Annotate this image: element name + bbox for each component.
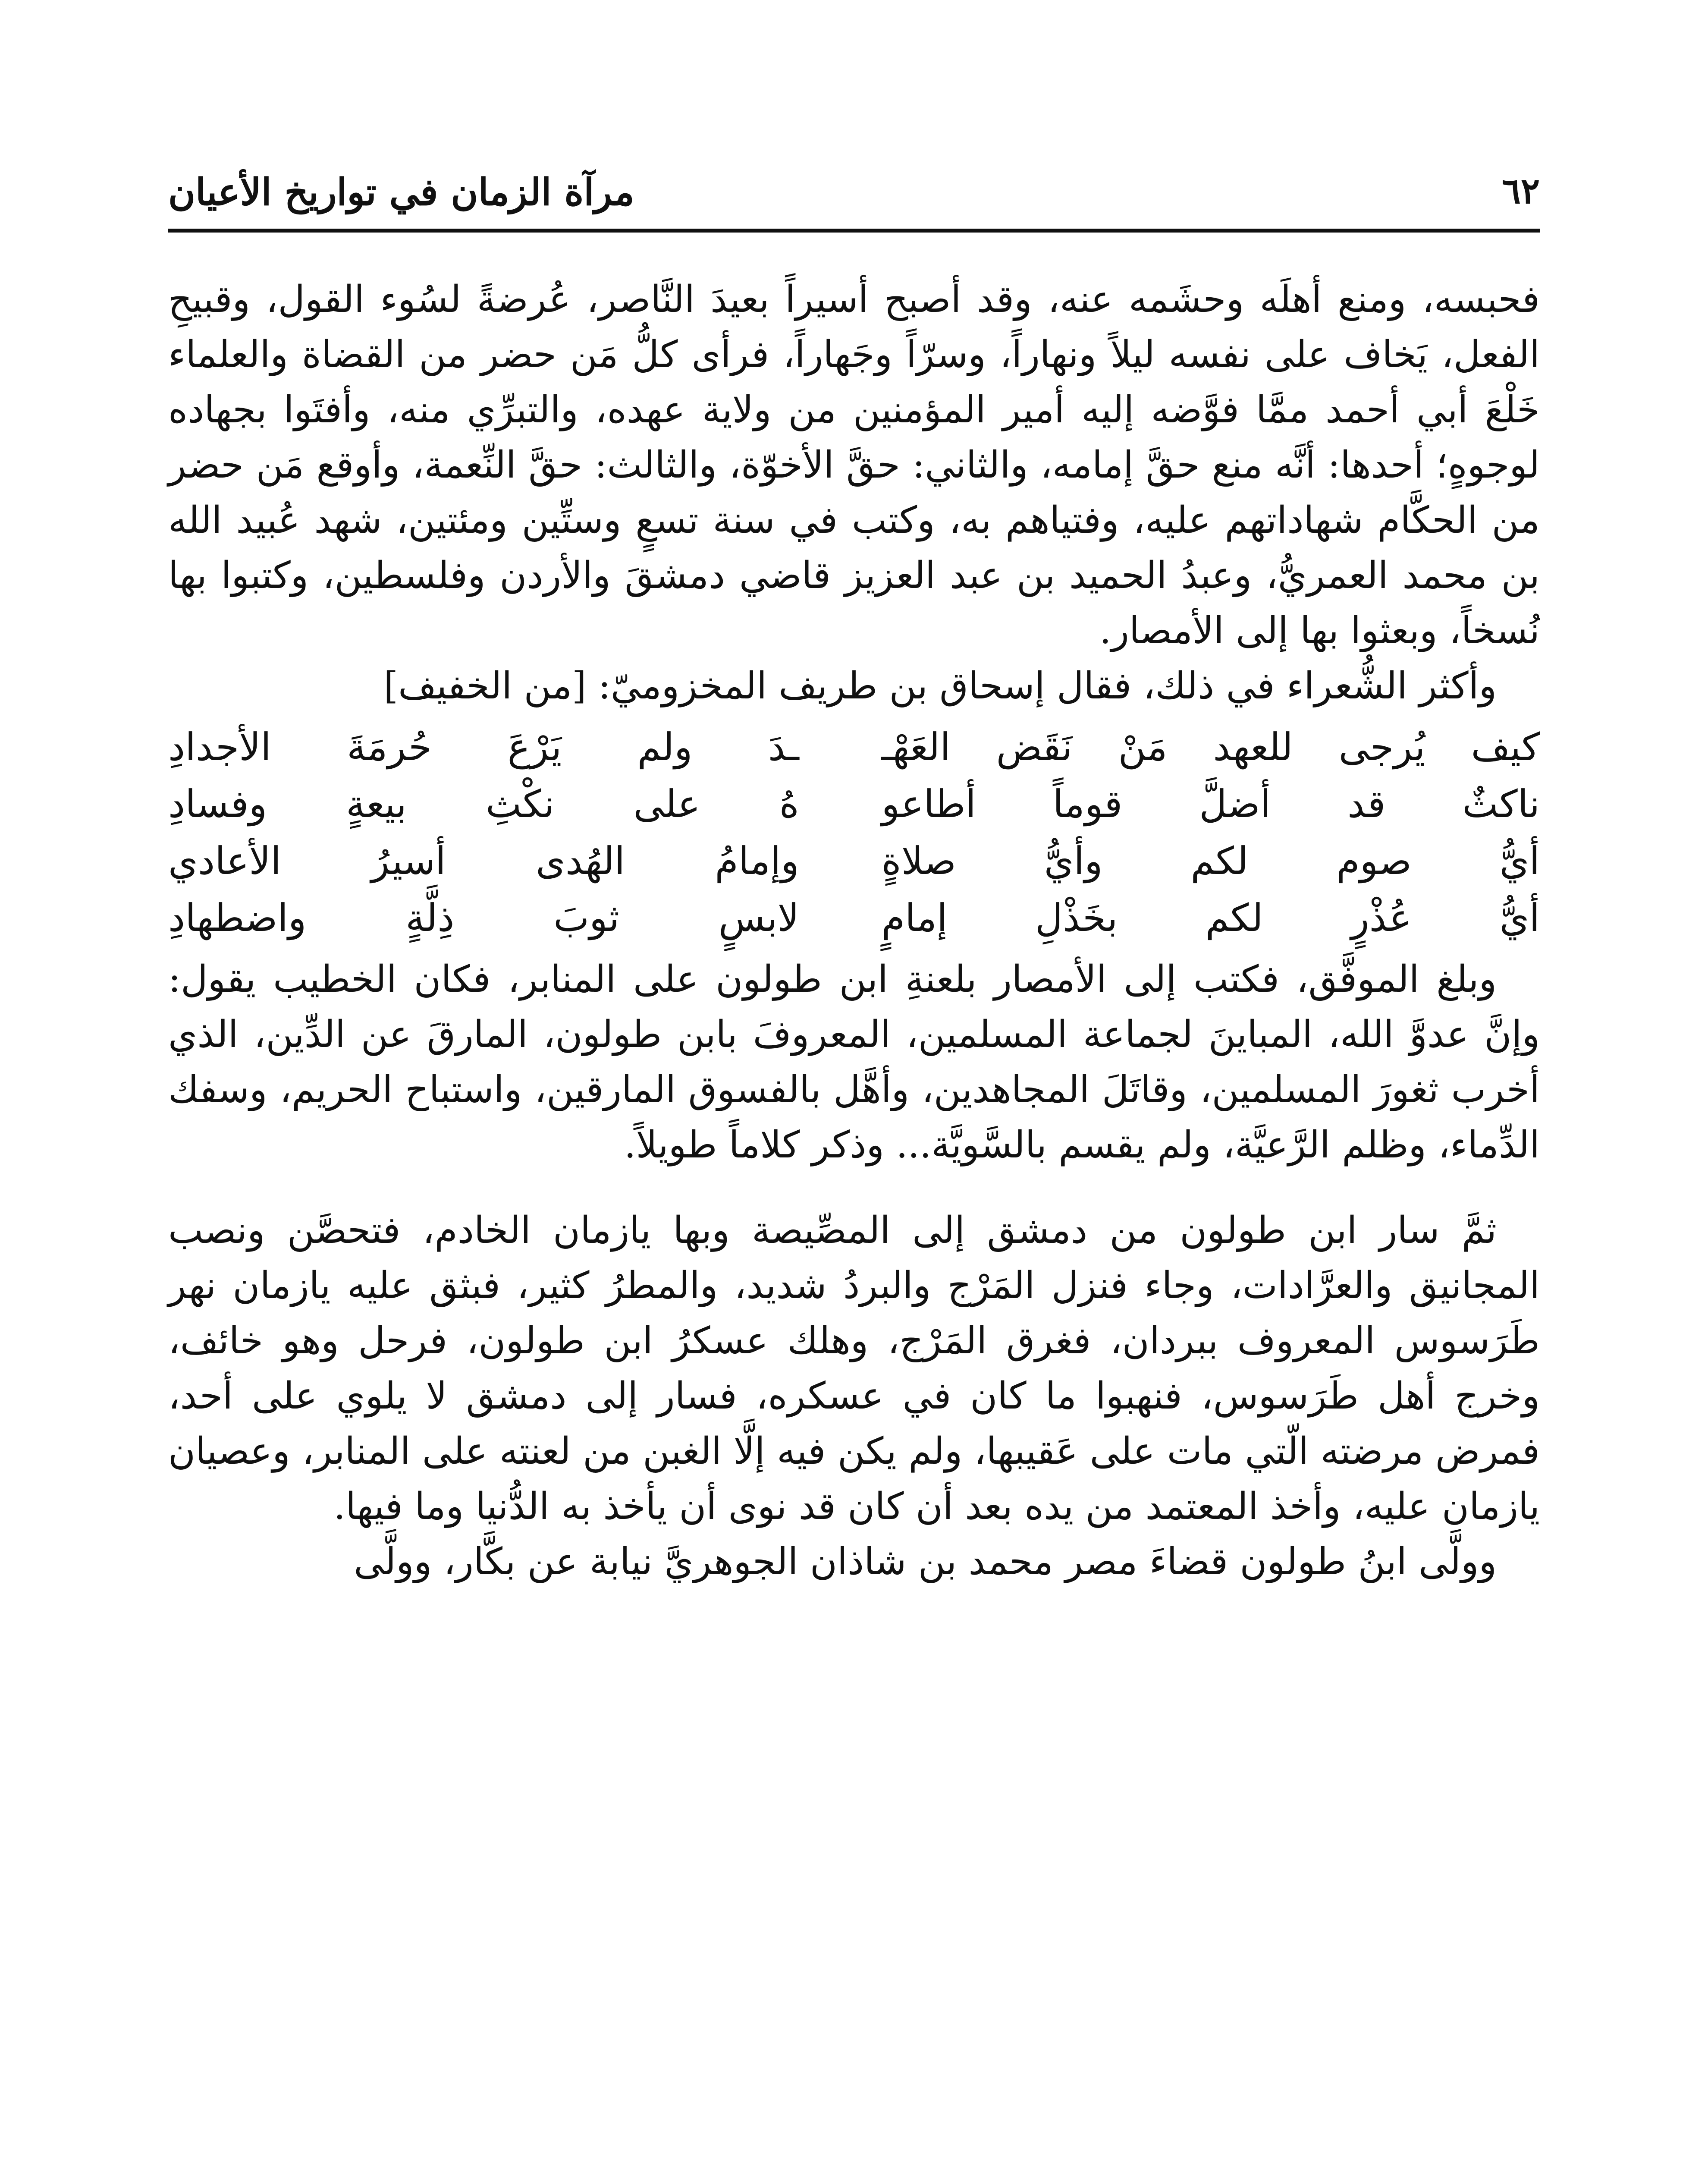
verse-first-hemistich: كيف يُرجى للعهد مَنْ نَقَض العَهْـ bbox=[881, 725, 1540, 769]
verse-line bbox=[168, 776, 1540, 833]
paragraph: وولَّى ابنُ طولون قضاءَ مصر محمد بن شاذان الجوهريَّ نيابة عن بكَّار، وولَّى bbox=[354, 1540, 1497, 1583]
page-number: ٦٢ bbox=[1501, 170, 1540, 212]
poem bbox=[168, 719, 1540, 946]
paragraph: وأكثر الشُّعراء في ذلك، فقال إسحاق بن طريف المخزوميّ: [من الخفيف] bbox=[383, 664, 1497, 707]
verse-first-hemistich: ناكثٌ قد أضلَّ قوماً أطاعو bbox=[881, 782, 1540, 826]
verse-first-hemistich: أيُّ صوم لكم وأيُّ صلاةٍ bbox=[881, 839, 1540, 883]
page-body bbox=[168, 272, 1540, 1589]
paragraph: فحبسه، ومنع أهلَه وحشَمه عنه، وقد أصبح أسيراً بعيدَ النَّاصر، عُرضةً لسُوء القول، وقبيحِ الفعل، يَخاف على نفسه ليلاً ونهاراً، وسرّاً وجَهاراً، فرأى كلُّ مَن حضر من القضاة والعلماء خَلْعَ أبي أحمد ممَّا فوَّضه إليه أمير المؤمنين من ولاية عهده، والتبرِّي منه، وأفتَوا بجهاده لوجوهٍ؛ أحدها: أنَّه منع حقَّ إمامه، والثاني: حقَّ الأخوّة، والثالث: حقَّ النِّعمة، وأوقع مَن حضر من الحكَّام شهاداتهم عليه، وفتياهم به، وكتب في سنة تسعٍ وستِّين ومئتين، شهد عُبيد الله بن محمد العمريُّ، وعبدُ الحميد بن عبد العزيز قاضي دمشقَ والأردن وفلسطين، وكتبوا بها نُسخاً، وبعثوا بها إلى الأمصار. bbox=[168, 278, 1540, 652]
paragraph: وبلغ الموفَّق، فكتب إلى الأمصار بلعنةِ ابن طولون على المنابر، فكان الخطيب يقول: وإنَّ عدوَّ الله، المباينَ لجماعة المسلمين، المعروفَ بابن طولون، المارقَ عن الدِّين، الذي أخرب ثغورَ المسلمين، وقاتَلَ المجاهدين، وأهَّل بالفسوق المارقين، واستباح الحريم، وسفك الدِّماء، وظلم الرَّعيَّة، ولم يقسم بالسَّويَّة... وذكر كلاماً طويلاً. bbox=[168, 958, 1540, 1167]
verse-second-hemistich: ـدَ ولم يَرْعَ حُرمَةَ الأجدادِ bbox=[168, 725, 799, 769]
paragraph: ثمَّ سار ابن طولون من دمشق إلى المصِّيصة وبها يازمان الخادم، فتحصَّن ونصب المجانيق والعرَّادات، وجاء فنزل المَرْج والبردُ شديد، والمطرُ كثير، فبثق عليه يازمان نهر طَرَسوس المعروف ببردان، فغرق المَرْج، وهلك عسكرُ ابن طولون، فرحل وهو خائف، وخرج أهل طَرَسوس، فنهبوا ما كان في عسكره، فسار إلى دمشق لا يلوي على أحد، فمرض مرضته الّتي مات على عَقيبها، ولم يكن فيه إلَّا الغبن من لعنته على المنابر، وعصيان يازمان عليه، وأخذ المعتمد من يده بعد أن كان قد نوى أن يأخذ به الدُّنيا وما فيها. bbox=[168, 1209, 1540, 1528]
page-header bbox=[168, 151, 1540, 233]
verse-second-hemistich: وإمامُ الهُدى أسيرُ الأعادي bbox=[168, 839, 799, 883]
book-title: مرآة الزمان في تواريخ الأعيان bbox=[168, 170, 634, 214]
verse-second-hemistich: لابسٍ ثوبَ ذِلَّةٍ واضطهادِ bbox=[168, 896, 799, 940]
verse-line bbox=[168, 833, 1540, 890]
verse-second-hemistich: هُ على نكْثِ بيعةٍ وفسادِ bbox=[168, 782, 799, 826]
verse-line bbox=[168, 890, 1540, 946]
verse-first-hemistich: أيُّ عُذْرٍ لكم بخَذْلِ إمامٍ bbox=[881, 896, 1540, 940]
verse-line bbox=[168, 719, 1540, 776]
